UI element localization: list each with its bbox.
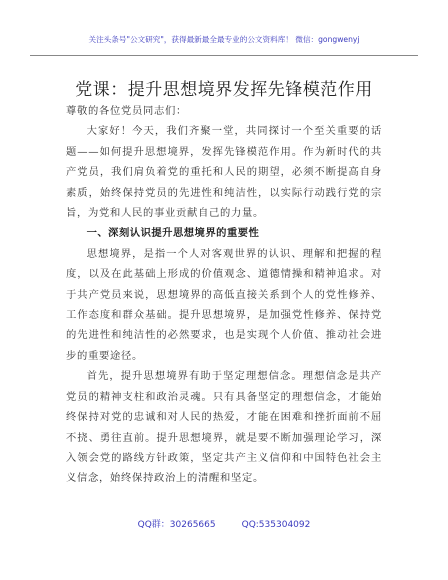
document-body [66, 101, 382, 489]
footer-qq-group: QQ群：30265665 [137, 520, 216, 530]
footer-contact [0, 517, 448, 530]
body-paragraph-1: 思想境界，是指一个人对客观世界的认识、理解和把握的程度，以及在此基础上形成的价值观念、道德情操和精神追求。对于共产党员来说，思想境界的高低直接关系到个人的党性修养、工作态度和群众基础。提升思想境界，是加强党性修养、保持党的先进性和纯洁性的必然要求，也是实现个人价值、推动社会进步的重要途径。 [66, 247, 382, 362]
document-title: 党课：提升思想境界发挥先锋模范作用 [75, 80, 373, 100]
salutation: 尊敬的各位党员同志们： [66, 105, 187, 117]
header-note: 关注头条号"公文研究"，获得最新最全最专业的公文资料库！ 微信：gongwenyj [88, 35, 360, 44]
body-paragraph-2: 首先，提升思想境界有助于坚定理想信念。理想信念是共产党员的精神支柱和政治灵魂。只有具备坚定的理想信念，才能始终保持对党的忠诚和对人民的热爱，才能在困难和挫折面前不屈不挠、勇往直前。提升思想境界，就是要不断加强理论学习，深入领会党的路线方针政策，坚定共产主义信仰和中国特色社会主义信念，始终保持政治上的清醒和坚定。 [66, 370, 382, 485]
section-heading: 一、深刻认识提升思想境界的重要性 [86, 227, 260, 240]
footer-qq: QQ:535304092 [241, 520, 311, 530]
intro-paragraph: 大家好！今天，我们齐聚一堂，共同探讨一个至关重要的话题——如何提升思想境界，发挥先锋模范作用。作为新时代的共产党员，我们肩负着党的重托和人民的期望，必须不断提高自身素质，始终保持党员的先进性和纯洁性，以实际行动践行党的宗旨，为党和人民的事业贡献自己的力量。 [66, 125, 382, 220]
header-divider [30, 55, 418, 56]
